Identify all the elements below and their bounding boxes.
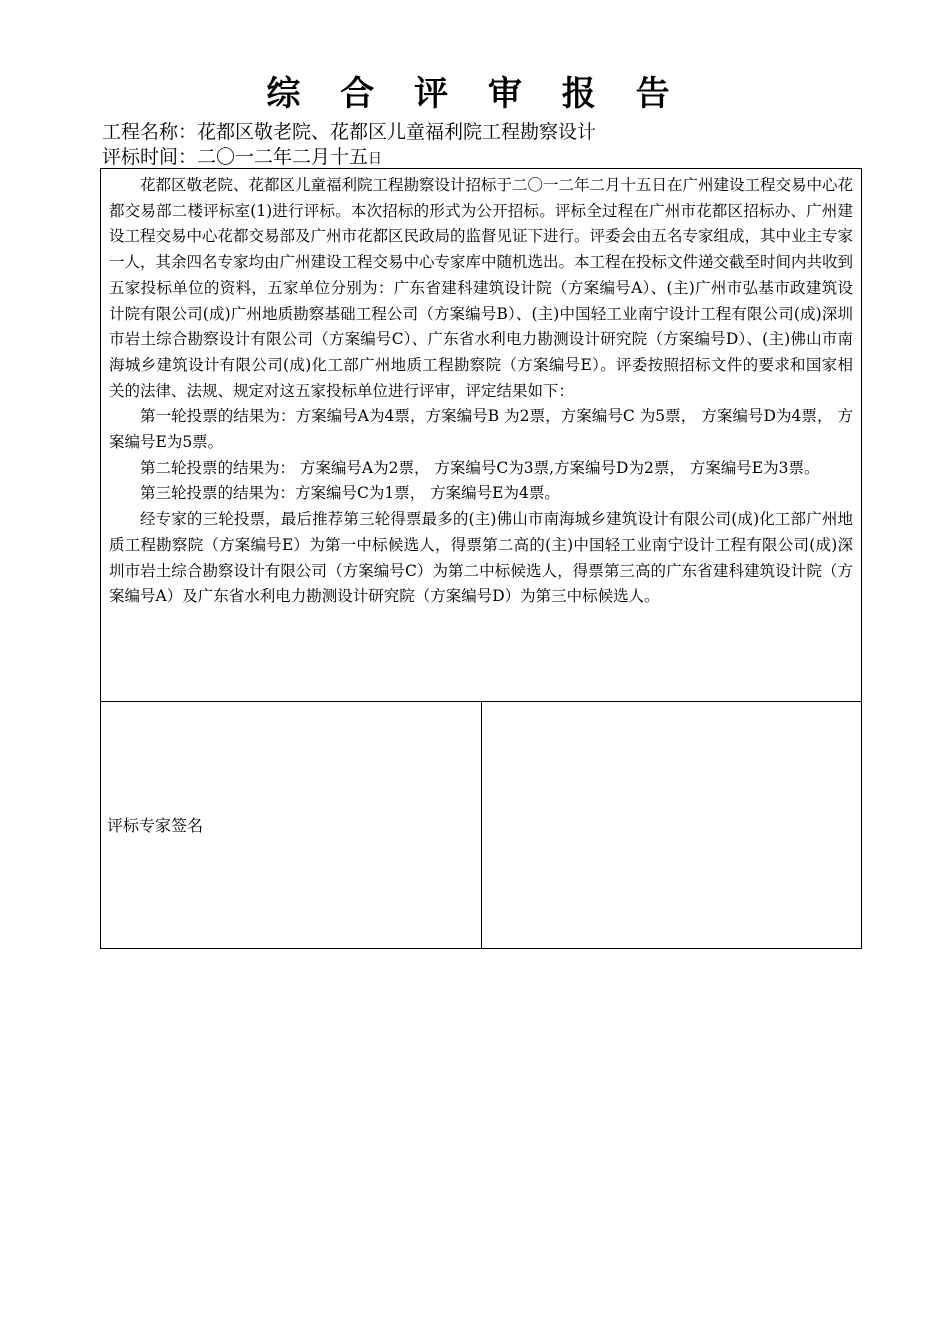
paragraph-round-1: 第一轮投票的结果为：方案编号A为4票，方案编号B 为2票，方案编号C 为5票， 方案编号D为4票， 方案编号E为5票。 [109, 407, 853, 452]
report-body-text [101, 169, 861, 610]
project-name-label: 工程名称： [102, 121, 198, 143]
signature-label: 评标专家签名 [107, 815, 204, 835]
paragraph-round-3: 第三轮投票的结果为：方案编号C为1票， 方案编号E为4票。 [140, 484, 560, 503]
paragraph-overview: 花都区敬老院、花都区儿童福利院工程勘察设计招标于二〇一二年二月十五日在广州建设工程交易中心花都交易部二楼评标室(1)进行评标。本次招标的形式为公开招标。评标全过程在广州市花都区招标办、广州建设工程交易中心花都交易部及广州市花都区民政局的监督见证下进行。评委会由五名专家组成，其中业主专家一人，其余四名专家均由广州建设工程交易中心专家库中随机选出。本工程在投标文件递交截至时间内共收到五家投标单位的资料，五家单位分别为：广东省建科建筑设计院（方案编号A）、(主)广州市弘基市政建筑设计院有限公司(成)广州地质勘察基础工程公司（方案编号B）、(主)中国轻工业南宁设计工程有限公司(成)深圳市岩土综合勘察设计有限公司（方案编号C）、广东省水利电力勘测设计研究院（方案编号D）、(主)佛山市南海城乡建筑设计有限公司(成)化工部广州地质工程勘察院（方案编号E）。评委按照招标文件的要求和国家相关的法律、法规、规定对这五家投标单位进行评审，评定结果如下： [109, 176, 854, 400]
project-name-line [102, 120, 596, 144]
paragraph-round-2: 第二轮投票的结果为： 方案编号A为2票， 方案编号C为3票,方案编号D为2票， 方案编号E为3票。 [140, 458, 820, 477]
evaluation-date-label: 评标时间： [102, 146, 198, 168]
report-body-cell [101, 169, 862, 702]
evaluation-date-suffix: 日 [368, 151, 383, 167]
signature-label-cell [101, 702, 482, 949]
paragraph-conclusion: 经专家的三轮投票，最后推荐第三轮得票最多的(主)佛山市南海城乡建筑设计有限公司(成)化工部广州地质工程勘察院（方案编号E）为第一中标候选人，得票第二高的(主)中国轻工业南宁设计工程有限公司(成)深圳市岩土综合勘察设计有限公司（方案编号C）为第二中标候选人，得票第三高的广东省建科建筑设计院（方案编号A）及广东省水利电力勘测设计研究院（方案编号D）为第三中标候选人。 [109, 510, 853, 606]
report-table [100, 168, 862, 949]
report-body-row [101, 169, 862, 702]
signature-row [101, 702, 862, 949]
project-name-value: 花都区敬老院、花都区儿童福利院工程勘察设计 [197, 121, 597, 143]
signature-area[interactable] [481, 702, 862, 949]
report-title: 综 合 评 审 报 告 [266, 74, 684, 114]
evaluation-date-value: 二〇一二年二月十五 [197, 146, 369, 168]
